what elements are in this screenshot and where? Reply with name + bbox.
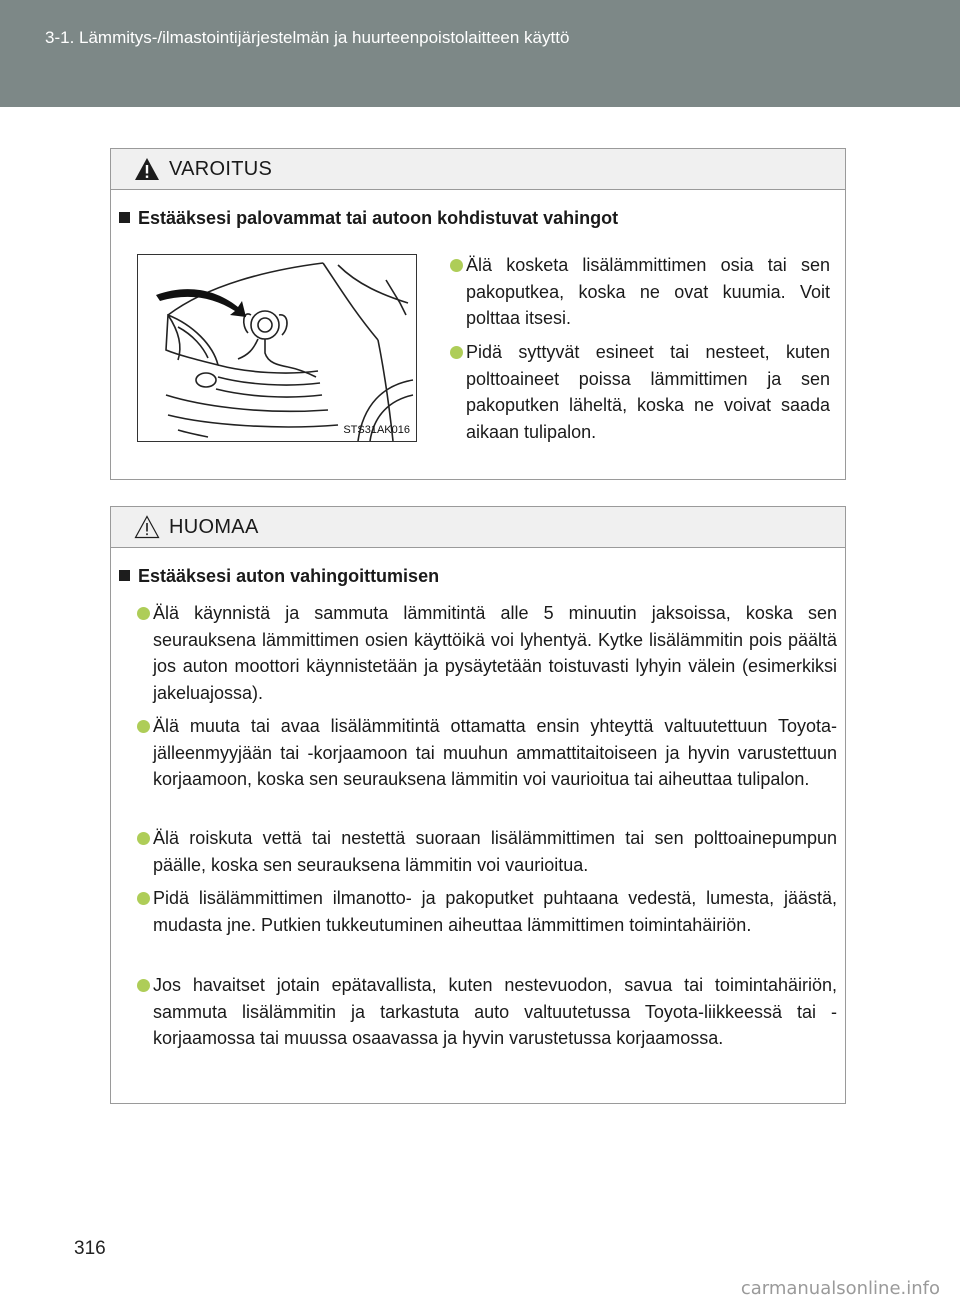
bullet-dot-icon: [450, 346, 463, 359]
page-number: 316: [74, 1238, 106, 1259]
notice-label: HUOMAA: [169, 516, 259, 538]
notice-box: [110, 506, 846, 1104]
watermark: carmanualsonline.info: [740, 1278, 940, 1299]
notice-item-text: Älä roiskuta vettä tai nestettä suoraan lisälämmittimen tai sen polttoainepumpun päälle, koska sen seurauksena lämmitin voi vaurioitua.: [153, 828, 837, 875]
notice-item-text: Pidä lisälämmittimen ilmanotto- ja pakoputket puhtaana vedestä, lumesta, jäästä, mudasta jne. Putkien tukkeutuminen aiheuttaa lämmittimen toimintahäiriön.: [153, 888, 837, 935]
square-bullet-icon: [119, 212, 130, 223]
warning-item: [450, 252, 830, 332]
notice-box-header: [111, 507, 845, 548]
warning-item-text: Pidä syttyvät esineet tai nesteet, kuten polttoaineet poissa lämmittimen ja sen pakoputken läheltä, koska ne voivat saada aikaan tulipalon.: [466, 342, 830, 442]
chapter-title: 3-1. Lämmitys-/ilmastointijärjestelmän ja huurteenpoistolaitteen käyttö: [45, 28, 570, 47]
bullet-dot-icon: [450, 259, 463, 272]
notice-item-text: Älä muuta tai avaa lisälämmitintä ottamatta ensin yhteyttä valtuutettuun Toyota-jälleenmyyjään tai -korjaamoon tai muuhun ammattitaitoiseen ja hyvin varustettuun korjaamoon, koska sen seurauksena lämmitin voi vaurioitua tai aiheuttaa tulipalon.: [153, 716, 837, 789]
chapter-header: [0, 0, 960, 107]
notice-item: [137, 972, 837, 1052]
notice-triangle-icon: [134, 515, 160, 539]
notice-section-title: [119, 566, 439, 587]
warning-item: [450, 339, 830, 445]
warning-box: [110, 148, 846, 480]
illustration-code: STS31AK016: [343, 424, 410, 436]
bullet-dot-icon: [137, 832, 150, 845]
bullet-dot-icon: [137, 720, 150, 733]
warning-section-title: [119, 208, 618, 229]
heater-illustration: [137, 254, 417, 442]
car-front-drawing: [138, 255, 416, 441]
notice-item: [137, 825, 837, 878]
square-bullet-icon: [119, 570, 130, 581]
notice-item-text: Älä käynnistä ja sammuta lämmitintä alle 5 minuutin jaksoissa, koska sen seurauksena lämmittimen osien käyttöikä voi lyhentyä. Kytke lisälämmitin pois päältä jos auton moottori käynnistetään ja pysäytetään toistuvasti lyhyin välein (esimerkiksi jakeluajossa).: [153, 603, 837, 703]
warning-label: VAROITUS: [169, 158, 273, 180]
warning-item-text: Älä kosketa lisälämmittimen osia tai sen pakoputkea, koska ne ovat kuumia. Voit polttaa itsesi.: [466, 255, 830, 328]
notice-section-title-text: Estääksesi auton vahingoittumisen: [138, 566, 440, 586]
bullet-dot-icon: [137, 892, 150, 905]
notice-item-text: Jos havaitset jotain epätavallista, kuten nestevuodon, savua tai toimintahäiriön, sammuta lisälämmitin ja tarkastuta auto valtuutetussa Toyota-liikkeessä tai -korjaamossa tai muussa osaavassa ja hyvin varustetussa korjaamossa.: [153, 975, 837, 1048]
warning-section-title-text: Estääksesi palovammat tai autoon kohdistuvat vahingot: [138, 208, 619, 228]
bullet-dot-icon: [137, 979, 150, 992]
warning-box-header: [111, 149, 845, 190]
warning-triangle-icon: [134, 157, 160, 181]
notice-item: [137, 713, 837, 793]
notice-item: [137, 885, 837, 938]
notice-item: [137, 600, 837, 706]
bullet-dot-icon: [137, 607, 150, 620]
